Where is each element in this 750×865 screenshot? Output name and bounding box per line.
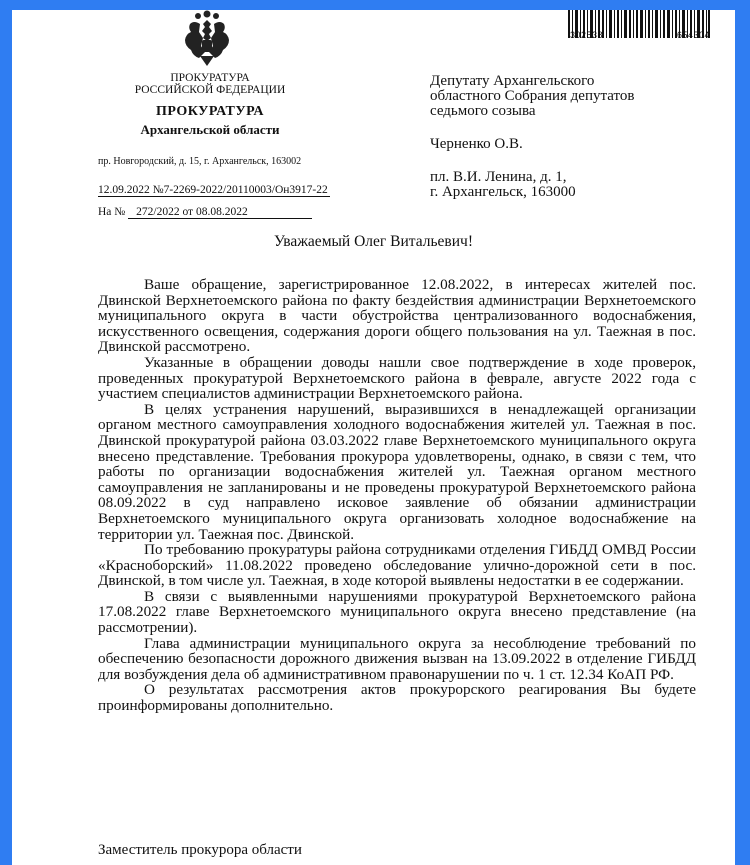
- barcode-number-left: 302538: [570, 30, 604, 40]
- recipient-address-1: пл. В.И. Ленина, д. 1,: [430, 169, 567, 185]
- recipient-name: Черненко О.В.: [430, 136, 523, 152]
- sender-line-1: ПРОКУРАТУРА: [170, 72, 250, 84]
- sender-region: Архангельской области: [140, 122, 280, 137]
- sender-title: ПРОКУРАТУРА: [155, 104, 265, 119]
- recipient-line-3: седьмого созыва: [430, 103, 536, 119]
- paragraph: Глава администрации муниципального округа за несоблюдение требований по обеспечению безопасности дорожного движения вызван на 13.09.2022 в отделение ГИБДД для возбуждения дела об административном правонарушении по ч. 1 ст. 12.34 КоАП РФ.: [98, 634, 696, 683]
- paragraph: В связи с выявленными нарушениями прокуратурой Верхнетоемского района 17.08.2022 главе Верхнетоемского муниципального округа внесено представление (на рассмотрении).: [98, 587, 696, 637]
- reply-value: 272/2022 от 08.08.2022: [128, 206, 312, 219]
- signature-title: Заместитель прокурора области: [98, 842, 302, 858]
- paragraph: По требованию прокуратуры района сотрудниками отделения ГИБДД ОМВД России «Красноборский» 11.08.2022 проведено обследование улично-дорожной сети в пос. Двинской, в том числе ул. Таежная, в ходе которой выявлены недостатки в ее содержании.: [98, 541, 696, 590]
- recipient-line-2: областного Собрания депутатов: [430, 88, 635, 104]
- reply-label: На №: [98, 206, 126, 218]
- registration-number: 12.09.2022 №7-2269-2022/20110003/Он3917-22: [98, 184, 328, 196]
- paragraph: Указанные в обращении доводы нашли свое подтверждение в ходе проверок, проведенных прокуратурой Верхнетоемского района в феврале, августе 2022 года с участием специалистов администрации Верхнетоемского района.: [98, 353, 696, 403]
- double-headed-eagle-emblem: [178, 10, 236, 68]
- document-page: [12, 10, 735, 865]
- letter-body: [98, 277, 696, 714]
- sender-block: [80, 72, 340, 138]
- salutation: Уважаемый Олег Витальевич!: [274, 233, 473, 250]
- sender-line-2: РОССИЙСКОЙ ФЕДЕРАЦИИ: [134, 84, 286, 96]
- barcode-numbers: [570, 30, 710, 40]
- paragraph: О результатах рассмотрения актов прокурорского реагирования Вы будете проинформированы дополнительно.: [98, 681, 696, 715]
- paragraph: Ваше обращение, зарегистрированное 12.08.2022, в интересах жителей пос. Двинской Верхнетоемского района по факту бездействия администрации Верхнетоемского муниципального округа в части обустройства централизованного водоснабжения, искусственного освещения, содержания дороги общего пользования на ул. Таежная в пос. Двинской рассмотрено.: [98, 276, 696, 356]
- paragraph: В целях устранения нарушений, выразившихся в ненадлежащей организации органом местного самоуправления холодного водоснабжения жителей ул. Таежная в пос. Двинской прокуратурой района 03.03.2022 главе Верхнетоемского муниципального округа внесено представление. Требования прокурора удовлетворены, однако, в связи с тем, что работы по организации водоснабжения жителей ул. Таежная органом местного самоуправления не запланированы и не проведены прокуратурой Верхнетоемского района 08.09.2022 в суд направлено исковое заявление об обязании администрации Верхнетоемского муниципального округа организовать холодное водоснабжение на территории ул. Таежная пос. Двинской.: [98, 400, 696, 543]
- recipient-block: [430, 74, 720, 200]
- recipient-address-2: г. Архангельск, 163000: [430, 184, 576, 200]
- recipient-line-1: Депутату Архангельского: [430, 73, 595, 89]
- reply-reference: [98, 206, 312, 219]
- barcode-number-right: 654304: [676, 30, 710, 40]
- sender-address: пр. Новгородский, д. 15, г. Архангельск, 163002: [98, 156, 302, 167]
